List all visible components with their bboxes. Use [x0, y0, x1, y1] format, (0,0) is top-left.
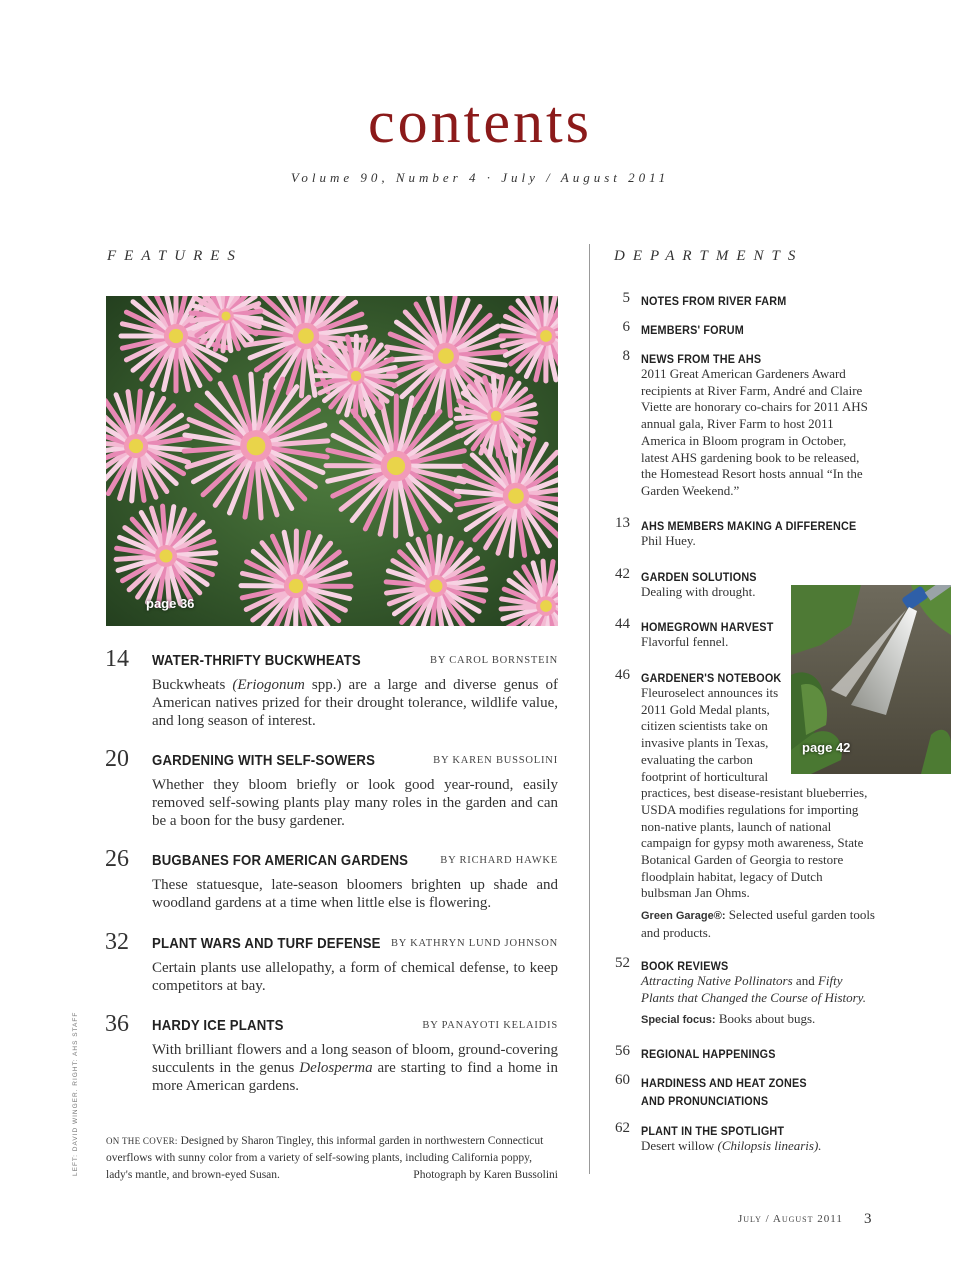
department-page-number: 46: [615, 667, 630, 683]
department-page-number: 42: [615, 566, 630, 582]
book-joiner: and: [795, 973, 815, 988]
department-title[interactable]: AHS MEMBERS MAKING A DIFFERENCE: [641, 519, 857, 533]
features-heading: FEATURES: [107, 248, 243, 264]
notebook-line: USDA modifies regulations for importing: [641, 801, 859, 817]
notebook-line: 2011 Gold Medal plants,: [641, 701, 770, 717]
feature-byline: BY KATHRYN LUND JOHNSON: [390, 938, 558, 949]
notebook-line: campaign for gypsy moth awareness, State: [641, 835, 864, 851]
feature-title[interactable]: GARDENING WITH SELF-SOWERS: [152, 752, 376, 769]
department-title[interactable]: PLANT IN THE SPOTLIGHT: [641, 1124, 785, 1138]
feature-page-number: 14: [105, 646, 129, 672]
department-title[interactable]: BOOK REVIEWS: [641, 959, 729, 973]
spotlight-common-name: Desert willow: [641, 1138, 715, 1153]
department-page-number: 44: [615, 616, 630, 632]
feature-description: Whether they bloom briefly or look good year-round, easily removed self-sowing plants play many roles in the garden and can be a boon for the busy gardener.: [152, 777, 558, 829]
feature-page-number: 26: [105, 846, 129, 872]
issue-line: Volume 90, Number 4 · July / August 2011: [290, 170, 670, 185]
spotlight-latin-name: (Chilopsis linearis).: [717, 1138, 822, 1153]
notebook-line: invasive plants in Texas,: [641, 735, 769, 751]
department-page-number: 8: [622, 348, 630, 364]
special-focus-text: Books about bugs.: [718, 1011, 816, 1027]
feature-photo[interactable]: [106, 296, 558, 626]
department-title[interactable]: REGIONAL HAPPENINGS: [641, 1047, 776, 1061]
footer-issue-text: July / August 2011: [738, 1213, 843, 1225]
departments-heading: DEPARTMENTS: [614, 248, 804, 264]
book-title: Fifty Plants that Changed the Course of History.: [641, 973, 866, 1005]
feature-byline: BY PANAYOTI KELAIDIS: [422, 1020, 558, 1031]
department-title-line2[interactable]: AND PRONUNCIATIONS: [641, 1094, 769, 1108]
feature-description: Certain plants use allelopathy, a form of chemical defense, to keep competitors at bay.: [152, 960, 558, 994]
department-title[interactable]: MEMBERS' FORUM: [641, 323, 744, 337]
department-description: [641, 1138, 873, 1155]
department-page-number: 5: [622, 290, 630, 306]
cover-note: [106, 1133, 558, 1184]
green-garage-text: Selected useful garden tools and products.: [641, 907, 875, 940]
notebook-line: floodplain habitat, legacy of Dutch: [641, 868, 823, 884]
special-focus-line: [641, 1011, 876, 1029]
feature-byline: BY KAREN BUSSOLINI: [433, 755, 558, 766]
green-garage-line: [641, 907, 876, 941]
feature-title[interactable]: HARDY ICE PLANTS: [152, 1017, 284, 1034]
department-page-number: 62: [615, 1120, 630, 1136]
department-title[interactable]: HARDINESS AND HEAT ZONES: [641, 1076, 807, 1090]
feature-title[interactable]: BUGBANES FOR AMERICAN GARDENS: [152, 852, 409, 869]
ice-plant-flowers-image: [106, 296, 558, 626]
department-page-number: 56: [615, 1043, 630, 1059]
side-photo[interactable]: [791, 585, 951, 774]
notebook-line: Botanical Garden of Georgia to restore: [641, 852, 844, 868]
cover-note-text: Designed by Sharon Tingley, this informal garden in northwestern Connecticut overflows with sunny color from a variety of self-sowing plants, including California poppy, lady's mantle, and brown-eyed Susan.: [106, 1135, 544, 1181]
page-title: contents: [368, 89, 592, 155]
feature-byline: BY CAROL BORNSTEIN: [430, 655, 558, 666]
feature-page-number: 36: [105, 1011, 129, 1037]
notebook-line: non-native plants, launch of national: [641, 818, 832, 834]
page-number: 3: [864, 1211, 872, 1227]
feature-title[interactable]: PLANT WARS AND TURF DEFENSE: [152, 935, 381, 952]
cover-photo-credit: Photograph by Karen Bussolini: [413, 1169, 558, 1181]
photo-credits-vertical: LEFT: DAVID WINGER. RIGHT: AHS STAFF: [72, 1011, 79, 1176]
notebook-line: bulbsman Jan Ohms.: [641, 885, 750, 901]
notebook-line: Fleuroselect announces its: [641, 685, 779, 700]
department-description: [641, 973, 876, 1029]
masthead: [0, 89, 960, 186]
department-page-number: 52: [615, 955, 630, 971]
department-page-number: 6: [622, 319, 630, 335]
department-page-number: 13: [615, 515, 630, 531]
footer-issue: [738, 1213, 843, 1225]
notebook-line: footprint of horticultural: [641, 768, 769, 784]
department-description: Flavorful fennel.: [641, 634, 729, 649]
feature-description: Buckwheats (Eriogonum spp.) are a large and diverse genus of American natives prized for their drought tolerance, wildlife value, and long season of interest.: [152, 677, 558, 729]
cover-note-label: ON THE COVER:: [106, 1136, 178, 1146]
notebook-line: practices, best disease-resistant blueberries,: [641, 785, 868, 801]
department-title[interactable]: GARDEN SOLUTIONS: [641, 570, 757, 584]
green-garage-label: Green Garage®:: [641, 910, 726, 923]
department-description: Dealing with drought.: [641, 584, 756, 599]
special-focus-label: Special focus:: [641, 1014, 716, 1027]
feature-title[interactable]: WATER-THRIFTY BUCKWHEATS: [152, 652, 361, 669]
department-title[interactable]: NEWS FROM THE AHS: [641, 352, 762, 366]
department-description: Phil Huey.: [641, 533, 696, 548]
column-divider: [589, 244, 590, 1174]
feature-description: With brilliant flowers and a long season of bloom, ground-covering succulents in the genus Delosperma are starting to find a home in more American gardens.: [152, 1042, 558, 1094]
feature-description: These statuesque, late-season bloomers brighten up shade and woodland gardens at a time when little else is flowering.: [152, 877, 558, 911]
photo-page-label[interactable]: page 42: [802, 740, 851, 755]
photo-page-label[interactable]: page 36: [146, 596, 195, 611]
department-title[interactable]: NOTES FROM RIVER FARM: [641, 294, 787, 308]
notebook-line: citizen scientists take on: [641, 718, 768, 734]
book-title: Attracting Native Pollinators: [641, 973, 793, 988]
notebook-line: evaluating the carbon: [641, 751, 753, 767]
department-title[interactable]: HOMEGROWN HARVEST: [641, 620, 774, 634]
feature-page-number: 20: [105, 746, 129, 772]
feature-byline: BY RICHARD HAWKE: [440, 855, 558, 866]
department-page-number: 60: [615, 1072, 630, 1088]
feature-page-number: 32: [105, 929, 129, 955]
department-title[interactable]: GARDENER'S NOTEBOOK: [641, 671, 782, 685]
department-description: 2011 Great American Gardeners Award recipients at River Farm, André and Claire Viette are honorary co-chairs for 2011 AHS annual gala, River Farm to host 2011 America in Bloom program in October, latest AHS gardening book to be released, the Homestead Resort hosts annual “In the Garden Weekend.”: [641, 366, 868, 498]
